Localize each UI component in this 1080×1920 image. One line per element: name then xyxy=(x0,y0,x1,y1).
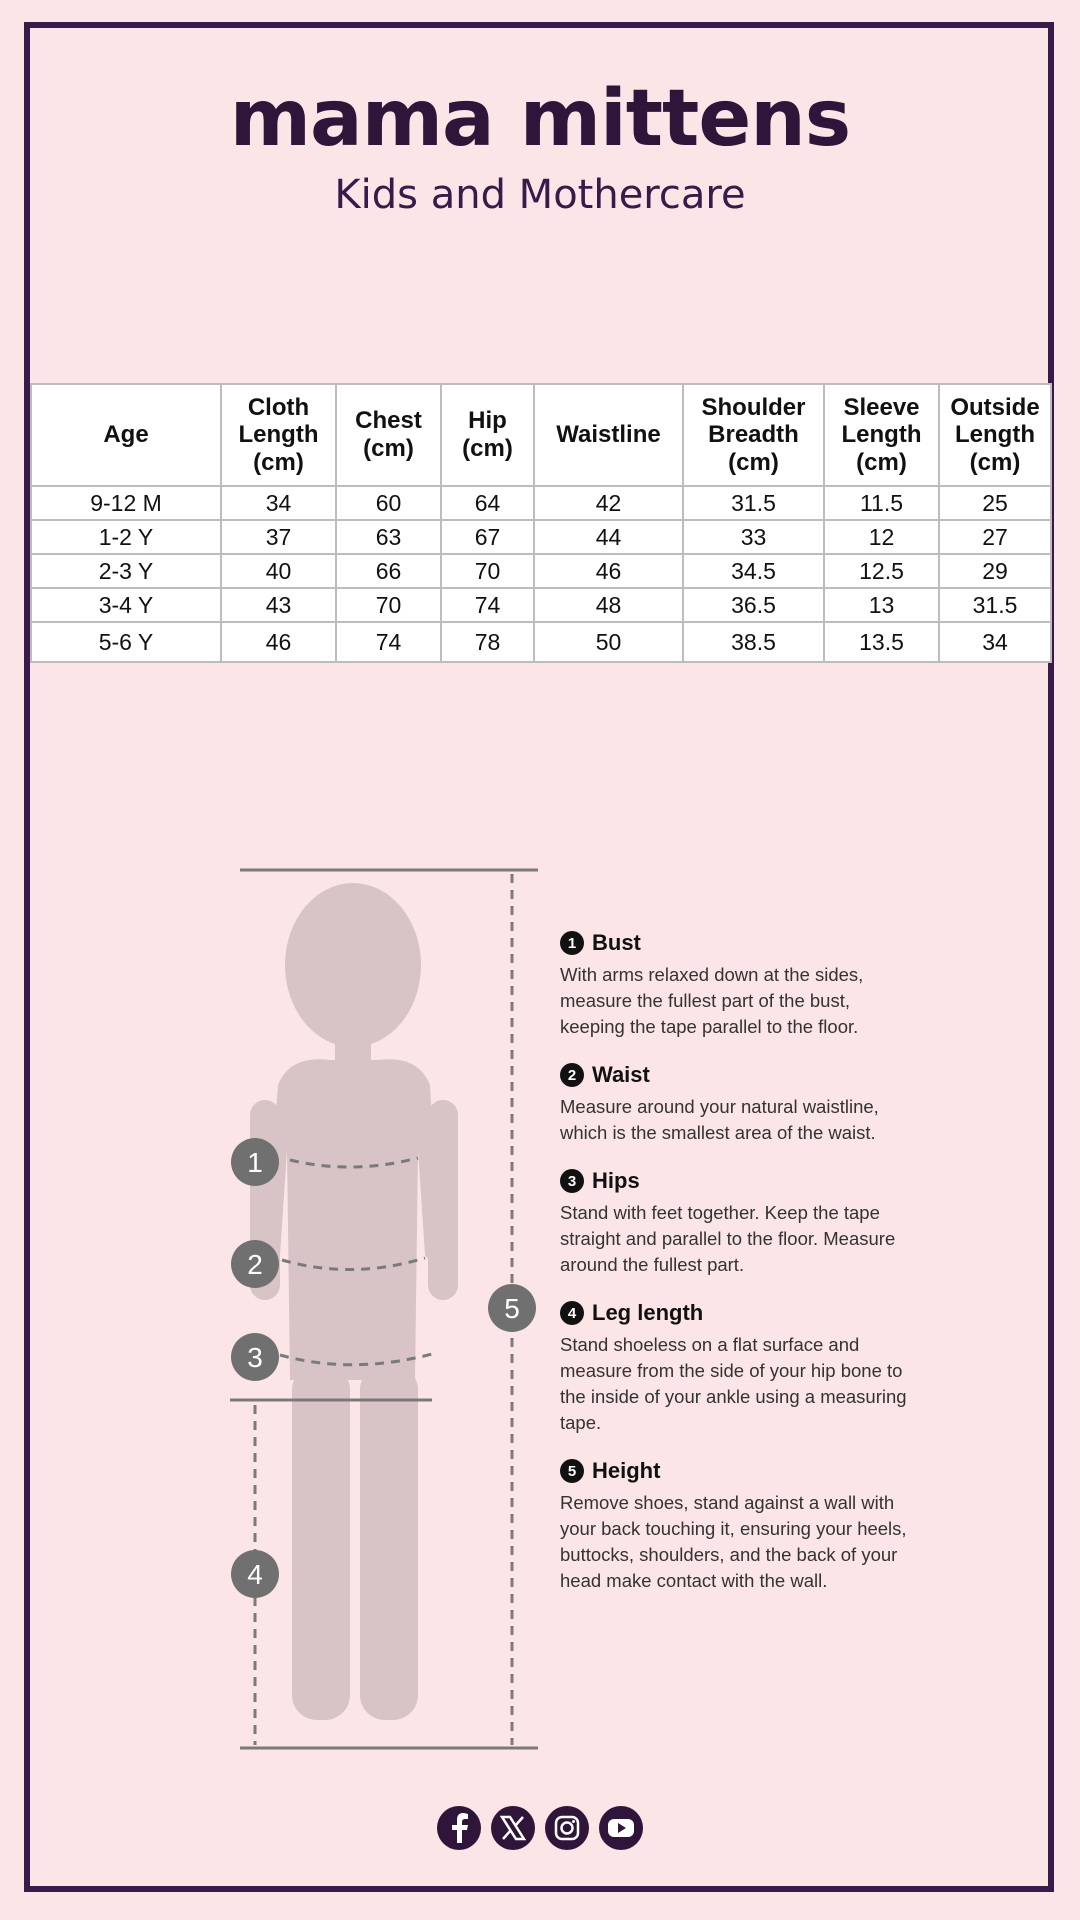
table-cell: 34 xyxy=(221,486,336,520)
marker-3 xyxy=(231,1333,279,1381)
table-cell: 50 xyxy=(534,622,683,662)
child-silhouette xyxy=(250,883,458,1720)
step-height xyxy=(560,1458,910,1594)
size-chart-table xyxy=(30,383,1052,663)
table-cell: 48 xyxy=(534,588,683,622)
table-cell: 78 xyxy=(441,622,534,662)
step-text: Stand with feet together. Keep the tape straight and parallel to the floor. Measure around the fullest part. xyxy=(560,1202,896,1275)
brand-tagline: Kids and Mothercare xyxy=(334,172,746,218)
table-cell: 70 xyxy=(336,588,441,622)
table-cell: 46 xyxy=(534,554,683,588)
table-row xyxy=(31,554,1051,588)
header-shoulder-breadth: Shoulder Breadth (cm) xyxy=(683,384,824,486)
step-text: Remove shoes, stand against a wall with your back touching it, ensuring your heels, buttocks, shoulders, and the back of your head make contact with the wall. xyxy=(560,1492,907,1591)
table-cell: 1-2 Y xyxy=(31,520,221,554)
table-cell: 12.5 xyxy=(824,554,939,588)
facebook-icon[interactable] xyxy=(437,1806,481,1850)
step-title: Hips xyxy=(592,1168,640,1193)
brand-header xyxy=(0,74,1080,218)
table-cell: 31.5 xyxy=(683,486,824,520)
table-cell: 34 xyxy=(939,622,1051,662)
table-cell: 9-12 M xyxy=(31,486,221,520)
table-cell: 13 xyxy=(824,588,939,622)
svg-text:2: 2 xyxy=(247,1249,263,1280)
header-chest: Chest (cm) xyxy=(336,384,441,486)
brand-logo: mama mittens xyxy=(229,74,851,164)
table-cell: 34.5 xyxy=(683,554,824,588)
step-text: With arms relaxed down at the sides, measure the fullest part of the bust, keeping the tape parallel to the floor. xyxy=(560,964,864,1037)
table-cell: 3-4 Y xyxy=(31,588,221,622)
header-age: Age xyxy=(31,384,221,486)
table-cell: 33 xyxy=(683,520,824,554)
marker-5 xyxy=(488,1284,536,1332)
step-text: Measure around your natural waistline, which is the smallest area of the waist. xyxy=(560,1096,879,1143)
table-cell: 74 xyxy=(336,622,441,662)
step-waist xyxy=(560,1062,910,1146)
svg-text:4: 4 xyxy=(247,1559,263,1590)
step-title: Bust xyxy=(592,930,641,955)
step-leg-length xyxy=(560,1300,910,1436)
table-cell: 60 xyxy=(336,486,441,520)
header-waistline: Waistline xyxy=(534,384,683,486)
table-row xyxy=(31,520,1051,554)
step-title: Waist xyxy=(592,1062,650,1087)
step-number: 5 xyxy=(560,1459,584,1483)
table-cell: 43 xyxy=(221,588,336,622)
table-cell: 2-3 Y xyxy=(31,554,221,588)
step-hips xyxy=(560,1168,910,1278)
table-row xyxy=(31,588,1051,622)
table-cell: 11.5 xyxy=(824,486,939,520)
table-cell: 42 xyxy=(534,486,683,520)
step-title: Height xyxy=(592,1458,661,1483)
marker-4 xyxy=(231,1550,279,1598)
table-cell: 13.5 xyxy=(824,622,939,662)
marker-1 xyxy=(231,1138,279,1186)
step-number: 1 xyxy=(560,931,584,955)
step-number: 2 xyxy=(560,1063,584,1087)
table-cell: 12 xyxy=(824,520,939,554)
child-measurement-figure xyxy=(220,860,550,1760)
table-cell: 5-6 Y xyxy=(31,622,221,662)
svg-text:1: 1 xyxy=(247,1147,263,1178)
table-header-row xyxy=(31,384,1051,486)
header-hip: Hip (cm) xyxy=(441,384,534,486)
table-cell: 67 xyxy=(441,520,534,554)
table-cell: 37 xyxy=(221,520,336,554)
table-cell: 27 xyxy=(939,520,1051,554)
youtube-icon[interactable] xyxy=(599,1806,643,1850)
table-cell: 29 xyxy=(939,554,1051,588)
table-row xyxy=(31,486,1051,520)
header-sleeve-length: Sleeve Length (cm) xyxy=(824,384,939,486)
step-text: Stand shoeless on a flat surface and measure from the side of your hip bone to the inside of your ankle using a measuring tape. xyxy=(560,1334,907,1433)
measurement-instructions xyxy=(560,930,910,1616)
table-cell: 70 xyxy=(441,554,534,588)
table-cell: 63 xyxy=(336,520,441,554)
svg-text:3: 3 xyxy=(247,1342,263,1373)
table-row xyxy=(31,622,1051,662)
social-links xyxy=(0,1806,1080,1850)
x-icon[interactable] xyxy=(491,1806,535,1850)
marker-2 xyxy=(231,1240,279,1288)
step-title: Leg length xyxy=(592,1300,704,1325)
table-cell: 40 xyxy=(221,554,336,588)
step-bust xyxy=(560,930,910,1040)
instagram-icon[interactable] xyxy=(545,1806,589,1850)
table-cell: 44 xyxy=(534,520,683,554)
table-cell: 74 xyxy=(441,588,534,622)
header-cloth-length: Cloth Length (cm) xyxy=(221,384,336,486)
table-cell: 64 xyxy=(441,486,534,520)
table-cell: 31.5 xyxy=(939,588,1051,622)
table-cell: 66 xyxy=(336,554,441,588)
step-number: 3 xyxy=(560,1169,584,1193)
step-number: 4 xyxy=(560,1301,584,1325)
table-cell: 46 xyxy=(221,622,336,662)
table-cell: 25 xyxy=(939,486,1051,520)
table-cell: 38.5 xyxy=(683,622,824,662)
header-outside-length: Outside Length (cm) xyxy=(939,384,1051,486)
table-cell: 36.5 xyxy=(683,588,824,622)
svg-text:5: 5 xyxy=(504,1293,520,1324)
